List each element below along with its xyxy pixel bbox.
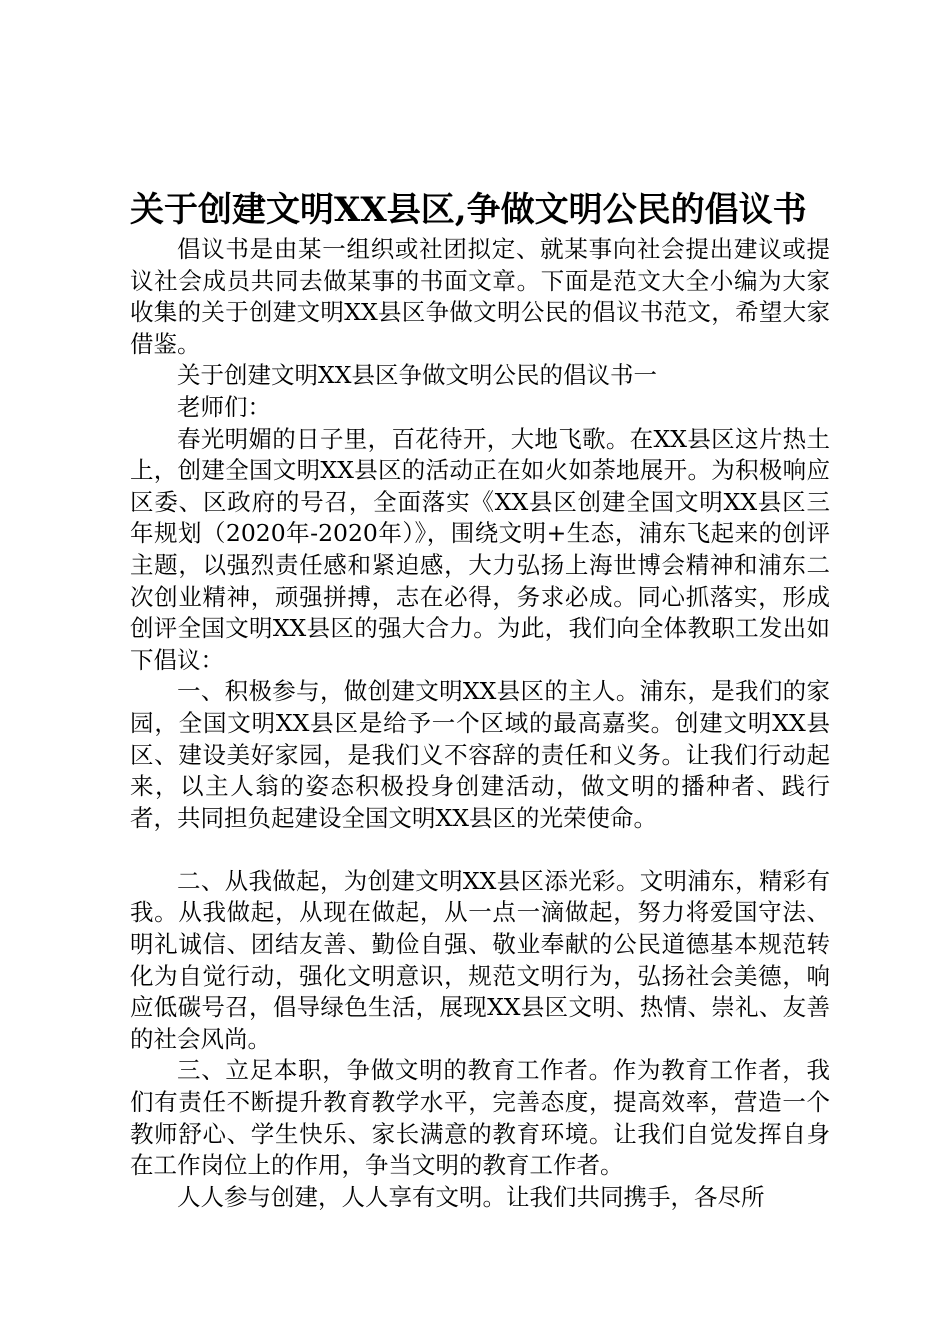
body-paragraph-closing: 人人参与创建，人人享有文明。让我们共同携手，各尽所 <box>177 1182 765 1211</box>
letter-heading: 关于创建文明XX县区争做文明公民的倡议书一 <box>177 361 657 390</box>
salutation: 老师们： <box>177 392 271 421</box>
body-paragraph-point-two: 二、从我做起，为创建文明XX县区添光彩。文明浦东，精彩有我。从我做起，从现在做起，从一点一滴做起，努力将爱国守法、明礼诚信、团结友善、勤俭自强、敬业奉献的公民道德基本规范转化为自觉行动，强化文明意识，规范文明行为，弘扬社会美德，响应低碳号召，倡导绿色生活，展现XX县区文明、热情、崇礼、友善的社会风尚。 <box>130 866 830 1053</box>
document-body <box>130 234 830 1213</box>
body-paragraph-point-three: 三、立足本职，争做文明的教育工作者。作为教育工作者，我们有责任不断提升教育教学水平，完善态度，提高效率，营造一个教师舒心、学生快乐、家长满意的教育环境。让我们自觉发挥自身在工作岗位上的作用，争当文明的教育工作者。 <box>130 1056 830 1180</box>
document-title: 关于创建文明XX县区,争做文明公民的倡议书 <box>130 190 807 230</box>
body-paragraph-opening: 春光明媚的日子里，百花待开，大地飞歌。在XX县区这片热土上，创建全国文明XX县区的活动正在如火如荼地展开。为积极响应区委、区政府的号召，全面落实《XX县区创建全国文明XX县区三年规划（2020年-2020年）》，围绕文明+生态，浦东飞起来的创评主题，以强烈责任感和紧迫感，大力弘扬上海世博会精神和浦东二次创业精神，顽强拼搏，志在必得，务求必成。同心抓落实，形成创评全国文明XX县区的强大合力。为此，我们向全体教职工发出如下倡议： <box>130 424 830 674</box>
intro-paragraph: 倡议书是由某一组织或社团拟定、就某事向社会提出建议或提议社会成员共同去做某事的书面文章。下面是范文大全小编为大家收集的关于创建文明XX县区争做文明公民的倡议书范文，希望大家借鉴。 <box>130 235 830 358</box>
body-paragraph-point-one: 一、积极参与，做创建文明XX县区的主人。浦东，是我们的家园，全国文明XX县区是给予一个区域的最高嘉奖。创建文明XX县区、建设美好家园，是我们义不容辞的责任和义务。让我们行动起来，以主人翁的姿态积极投身创建活动，做文明的播种者、践行者，共同担负起建设全国文明XX县区的光荣使命。 <box>130 677 830 832</box>
paragraph-spacer <box>130 834 830 866</box>
